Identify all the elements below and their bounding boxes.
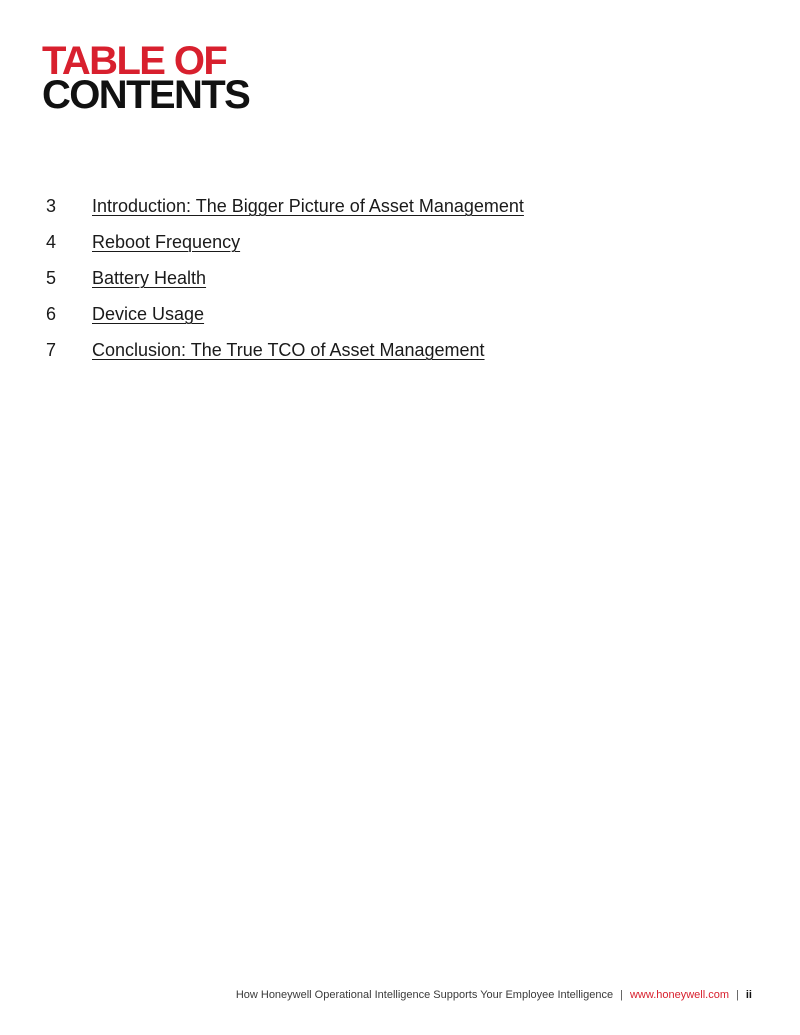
toc-item-introduction <box>46 196 524 232</box>
toc-link-device-usage[interactable]: Device Usage <box>92 304 205 324</box>
footer-separator: | <box>736 989 739 1001</box>
toc-link-reboot-frequency[interactable]: Reboot Frequency <box>92 232 241 252</box>
toc-item-conclusion <box>46 340 524 376</box>
page-footer <box>236 989 752 1001</box>
table-of-contents-list <box>46 196 524 376</box>
toc-page-number: 5 <box>46 268 57 288</box>
toc-link-battery-health[interactable]: Battery Health <box>92 268 207 288</box>
toc-item-reboot-frequency <box>46 232 524 268</box>
toc-page-number: 7 <box>46 340 57 360</box>
toc-item-battery-health <box>46 268 524 304</box>
toc-item-device-usage <box>46 304 524 340</box>
title-line-contents: CONTENTS <box>42 73 250 117</box>
footer-page-number: ii <box>745 989 752 1001</box>
toc-page-number: 3 <box>46 196 57 216</box>
footer-document-title: How Honeywell Operational Intelligence Supports Your Employee Intelligence <box>235 989 614 1001</box>
toc-page-number: 6 <box>46 304 57 324</box>
toc-link-conclusion[interactable]: Conclusion: The True TCO of Asset Management <box>92 340 485 360</box>
title-line-table-of: TABLE OF <box>42 39 227 83</box>
toc-page-number: 4 <box>46 232 57 252</box>
footer-separator: | <box>620 989 623 1001</box>
page-title <box>42 39 250 117</box>
toc-link-introduction[interactable]: Introduction: The Bigger Picture of Asset Management <box>92 196 524 216</box>
footer-website-link[interactable]: www.honeywell.com <box>629 989 730 1001</box>
